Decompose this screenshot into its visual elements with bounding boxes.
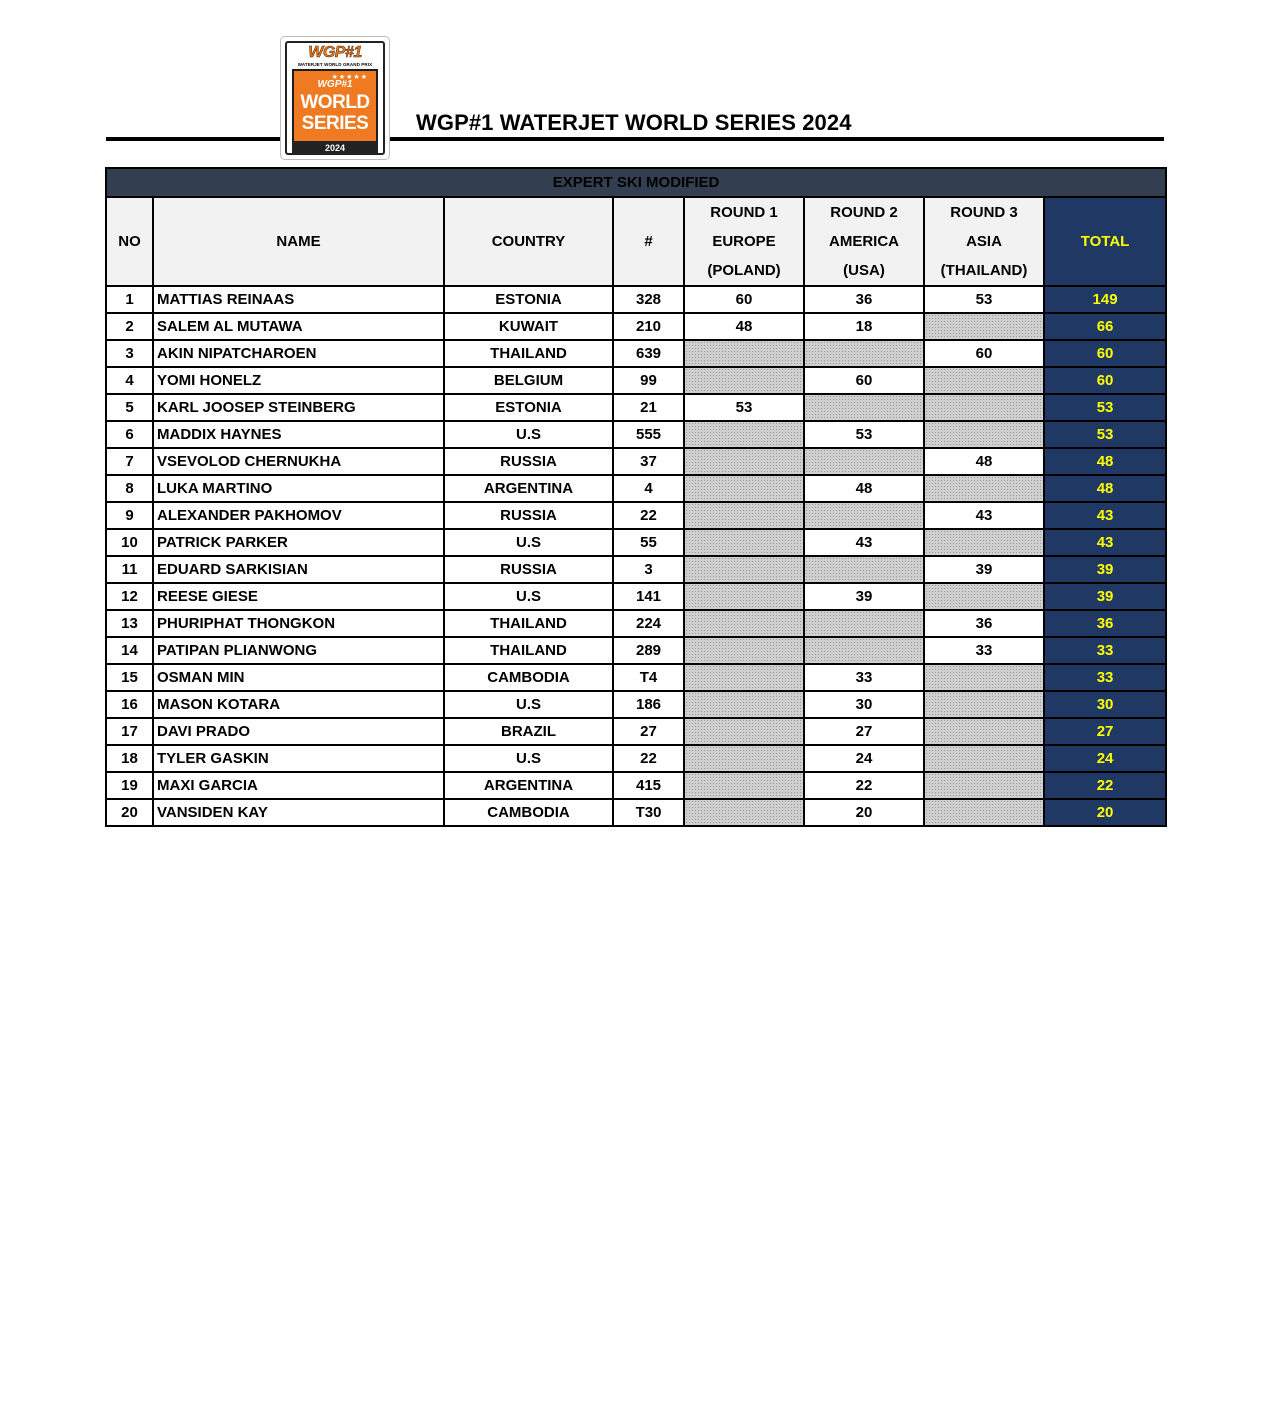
cell-no: 4	[106, 367, 153, 394]
cell-round2: 39	[804, 583, 924, 610]
col-header-no: NO	[106, 197, 153, 286]
cell-round2: 33	[804, 664, 924, 691]
table-row	[106, 502, 1166, 529]
cell-total: 60	[1044, 367, 1166, 394]
cell-no: 11	[106, 556, 153, 583]
cell-name: PATIPAN PLIANWONG	[153, 637, 444, 664]
cell-no: 16	[106, 691, 153, 718]
col-header-name: NAME	[153, 197, 444, 286]
round2-country: (USA)	[843, 262, 885, 279]
cell-number: 3	[613, 556, 684, 583]
cell-total: 39	[1044, 583, 1166, 610]
cell-round1	[684, 421, 804, 448]
round2-region: AMERICA	[829, 233, 899, 250]
cell-round2: 43	[804, 529, 924, 556]
cell-no: 2	[106, 313, 153, 340]
cell-round2: 22	[804, 772, 924, 799]
cell-round1	[684, 529, 804, 556]
cell-country: ESTONIA	[444, 394, 613, 421]
column-header-row	[106, 197, 1166, 286]
cell-round2: 30	[804, 691, 924, 718]
cell-number: 4	[613, 475, 684, 502]
cell-round3	[924, 313, 1044, 340]
cell-no: 20	[106, 799, 153, 826]
cell-name: VSEVOLOD CHERNUKHA	[153, 448, 444, 475]
table-row	[106, 340, 1166, 367]
logo-frame	[285, 41, 385, 155]
cell-round1	[684, 718, 804, 745]
cell-round3	[924, 529, 1044, 556]
cell-round1: 60	[684, 286, 804, 313]
table-row	[106, 313, 1166, 340]
cell-country: ESTONIA	[444, 286, 613, 313]
table-row	[106, 745, 1166, 772]
cell-number: 141	[613, 583, 684, 610]
round1-label: ROUND 1	[710, 204, 778, 221]
logo-top-text: WGP#1	[308, 44, 362, 61]
cell-round2: 24	[804, 745, 924, 772]
col-header-round3	[924, 197, 1044, 286]
cell-number: 21	[613, 394, 684, 421]
cell-total: 22	[1044, 772, 1166, 799]
cell-round3: 39	[924, 556, 1044, 583]
logo-inner-mark: WGP#1	[317, 79, 353, 90]
cell-name: MATTIAS REINAAS	[153, 286, 444, 313]
cell-country: ARGENTINA	[444, 475, 613, 502]
cell-round2	[804, 340, 924, 367]
col-header-round1	[684, 197, 804, 286]
col-header-total: TOTAL	[1044, 197, 1166, 286]
cell-round2: 18	[804, 313, 924, 340]
cell-round3	[924, 691, 1044, 718]
cell-country: U.S	[444, 691, 613, 718]
table-row	[106, 583, 1166, 610]
cell-round1	[684, 448, 804, 475]
logo-stars-icon: ★★★★★	[331, 74, 368, 81]
cell-total: 39	[1044, 556, 1166, 583]
cell-number: 99	[613, 367, 684, 394]
logo-orange-panel	[292, 69, 378, 143]
cell-name: MASON KOTARA	[153, 691, 444, 718]
cell-name: EDUARD SARKISIAN	[153, 556, 444, 583]
cell-number: 224	[613, 610, 684, 637]
cell-round2: 60	[804, 367, 924, 394]
cell-no: 13	[106, 610, 153, 637]
cell-total: 27	[1044, 718, 1166, 745]
table-row	[106, 529, 1166, 556]
table-row	[106, 610, 1166, 637]
cell-number: 186	[613, 691, 684, 718]
cell-round2	[804, 556, 924, 583]
cell-no: 15	[106, 664, 153, 691]
table-row	[106, 394, 1166, 421]
cell-round2: 48	[804, 475, 924, 502]
cell-total: 30	[1044, 691, 1166, 718]
table-row	[106, 637, 1166, 664]
table-row	[106, 367, 1166, 394]
cell-round3	[924, 583, 1044, 610]
title-rule-left	[106, 137, 282, 141]
cell-number: 555	[613, 421, 684, 448]
cell-round1	[684, 340, 804, 367]
results-body	[106, 286, 1166, 826]
cell-country: U.S	[444, 421, 613, 448]
cell-country: BRAZIL	[444, 718, 613, 745]
cell-number: 22	[613, 502, 684, 529]
table-row	[106, 286, 1166, 313]
cell-round2: 53	[804, 421, 924, 448]
cell-name: OSMAN MIN	[153, 664, 444, 691]
cell-round1: 53	[684, 394, 804, 421]
cell-total: 36	[1044, 610, 1166, 637]
col-header-round2	[804, 197, 924, 286]
cell-round3	[924, 718, 1044, 745]
cell-no: 8	[106, 475, 153, 502]
cell-round1	[684, 664, 804, 691]
cell-round1	[684, 556, 804, 583]
cell-total: 48	[1044, 475, 1166, 502]
cell-round2	[804, 637, 924, 664]
cell-number: 22	[613, 745, 684, 772]
logo-word-series: SERIES	[301, 113, 369, 134]
cell-round2: 36	[804, 286, 924, 313]
cell-round3	[924, 745, 1044, 772]
cell-round1	[684, 367, 804, 394]
cell-total: 149	[1044, 286, 1166, 313]
cell-round1	[684, 799, 804, 826]
round3-label: ROUND 3	[950, 204, 1018, 221]
cell-round3: 48	[924, 448, 1044, 475]
cell-country: RUSSIA	[444, 502, 613, 529]
cell-round1	[684, 772, 804, 799]
cell-country: U.S	[444, 583, 613, 610]
cell-round2	[804, 394, 924, 421]
cell-round1	[684, 745, 804, 772]
table-row	[106, 799, 1166, 826]
round3-country: (THAILAND)	[940, 262, 1028, 279]
cell-round1	[684, 475, 804, 502]
cell-no: 6	[106, 421, 153, 448]
cell-country: U.S	[444, 745, 613, 772]
cell-total: 53	[1044, 394, 1166, 421]
cell-no: 14	[106, 637, 153, 664]
cell-round3	[924, 394, 1044, 421]
cell-no: 18	[106, 745, 153, 772]
cell-no: 1	[106, 286, 153, 313]
title-rule-right	[390, 137, 1164, 141]
cell-name: MAXI GARCIA	[153, 772, 444, 799]
cell-name: PHURIPHAT THONGKON	[153, 610, 444, 637]
col-header-country: COUNTRY	[444, 197, 613, 286]
table-row	[106, 664, 1166, 691]
cell-no: 12	[106, 583, 153, 610]
cell-round3: 60	[924, 340, 1044, 367]
cell-round3	[924, 772, 1044, 799]
cell-round3: 43	[924, 502, 1044, 529]
cell-no: 5	[106, 394, 153, 421]
cell-country: ARGENTINA	[444, 772, 613, 799]
cell-name: ALEXANDER PAKHOMOV	[153, 502, 444, 529]
cell-round2	[804, 610, 924, 637]
cell-round2: 20	[804, 799, 924, 826]
cell-name: REESE GIESE	[153, 583, 444, 610]
cell-round3	[924, 421, 1044, 448]
cell-no: 9	[106, 502, 153, 529]
table-row	[106, 772, 1166, 799]
cell-country: U.S	[444, 529, 613, 556]
cell-number: 415	[613, 772, 684, 799]
cell-country: RUSSIA	[444, 556, 613, 583]
cell-total: 53	[1044, 421, 1166, 448]
cell-round1	[684, 502, 804, 529]
table-row	[106, 556, 1166, 583]
cell-round2: 27	[804, 718, 924, 745]
cell-number: 210	[613, 313, 684, 340]
cell-total: 33	[1044, 664, 1166, 691]
cell-number: T4	[613, 664, 684, 691]
cell-total: 48	[1044, 448, 1166, 475]
cell-round1	[684, 691, 804, 718]
cell-name: TYLER GASKIN	[153, 745, 444, 772]
cell-name: SALEM AL MUTAWA	[153, 313, 444, 340]
cell-round1: 48	[684, 313, 804, 340]
round1-region: EUROPE	[712, 233, 776, 250]
table-row	[106, 718, 1166, 745]
cell-no: 7	[106, 448, 153, 475]
cell-round3	[924, 799, 1044, 826]
cell-number: 37	[613, 448, 684, 475]
logo-year: 2024	[292, 141, 378, 155]
logo-word-world: WORLD	[300, 92, 370, 113]
cell-total: 24	[1044, 745, 1166, 772]
cell-country: RUSSIA	[444, 448, 613, 475]
cell-total: 66	[1044, 313, 1166, 340]
cell-total: 33	[1044, 637, 1166, 664]
cell-round1	[684, 637, 804, 664]
cell-number: 328	[613, 286, 684, 313]
cell-total: 43	[1044, 502, 1166, 529]
cell-total: 20	[1044, 799, 1166, 826]
wgp-world-series-logo	[280, 36, 390, 160]
cell-round3: 53	[924, 286, 1044, 313]
round1-country: (POLAND)	[707, 262, 781, 279]
cell-round3: 33	[924, 637, 1044, 664]
cell-number: 27	[613, 718, 684, 745]
logo-subtitle: WATERJET WORLD GRAND PRIX	[297, 62, 373, 67]
cell-name: LUKA MARTINO	[153, 475, 444, 502]
cell-country: BELGIUM	[444, 367, 613, 394]
cell-country: THAILAND	[444, 610, 613, 637]
cell-no: 10	[106, 529, 153, 556]
results-table	[105, 167, 1167, 827]
cell-number: 289	[613, 637, 684, 664]
cell-name: VANSIDEN KAY	[153, 799, 444, 826]
cell-round3	[924, 664, 1044, 691]
table-row	[106, 691, 1166, 718]
cell-country: KUWAIT	[444, 313, 613, 340]
cell-name: KARL JOOSEP STEINBERG	[153, 394, 444, 421]
round2-label: ROUND 2	[830, 204, 898, 221]
cell-round1	[684, 583, 804, 610]
cell-number: T30	[613, 799, 684, 826]
table-row	[106, 421, 1166, 448]
cell-round2	[804, 502, 924, 529]
cell-name: MADDIX HAYNES	[153, 421, 444, 448]
cell-total: 60	[1044, 340, 1166, 367]
cell-name: YOMI HONELZ	[153, 367, 444, 394]
cell-total: 43	[1044, 529, 1166, 556]
cell-country: CAMBODIA	[444, 664, 613, 691]
cell-no: 19	[106, 772, 153, 799]
round3-region: ASIA	[966, 233, 1002, 250]
col-header-number: #	[613, 197, 684, 286]
cell-country: CAMBODIA	[444, 799, 613, 826]
cell-round3	[924, 475, 1044, 502]
table-row	[106, 448, 1166, 475]
cell-name: PATRICK PARKER	[153, 529, 444, 556]
cell-name: DAVI PRADO	[153, 718, 444, 745]
cell-number: 55	[613, 529, 684, 556]
cell-no: 3	[106, 340, 153, 367]
cell-round3: 36	[924, 610, 1044, 637]
cell-country: THAILAND	[444, 340, 613, 367]
page-title: WGP#1 WATERJET WORLD SERIES 2024	[416, 110, 852, 135]
cell-number: 639	[613, 340, 684, 367]
cell-country: THAILAND	[444, 637, 613, 664]
cell-no: 17	[106, 718, 153, 745]
category-banner: EXPERT SKI MODIFIED	[106, 168, 1166, 197]
cell-name: AKIN NIPATCHAROEN	[153, 340, 444, 367]
cell-round1	[684, 610, 804, 637]
cell-round2	[804, 448, 924, 475]
table-row	[106, 475, 1166, 502]
cell-round3	[924, 367, 1044, 394]
